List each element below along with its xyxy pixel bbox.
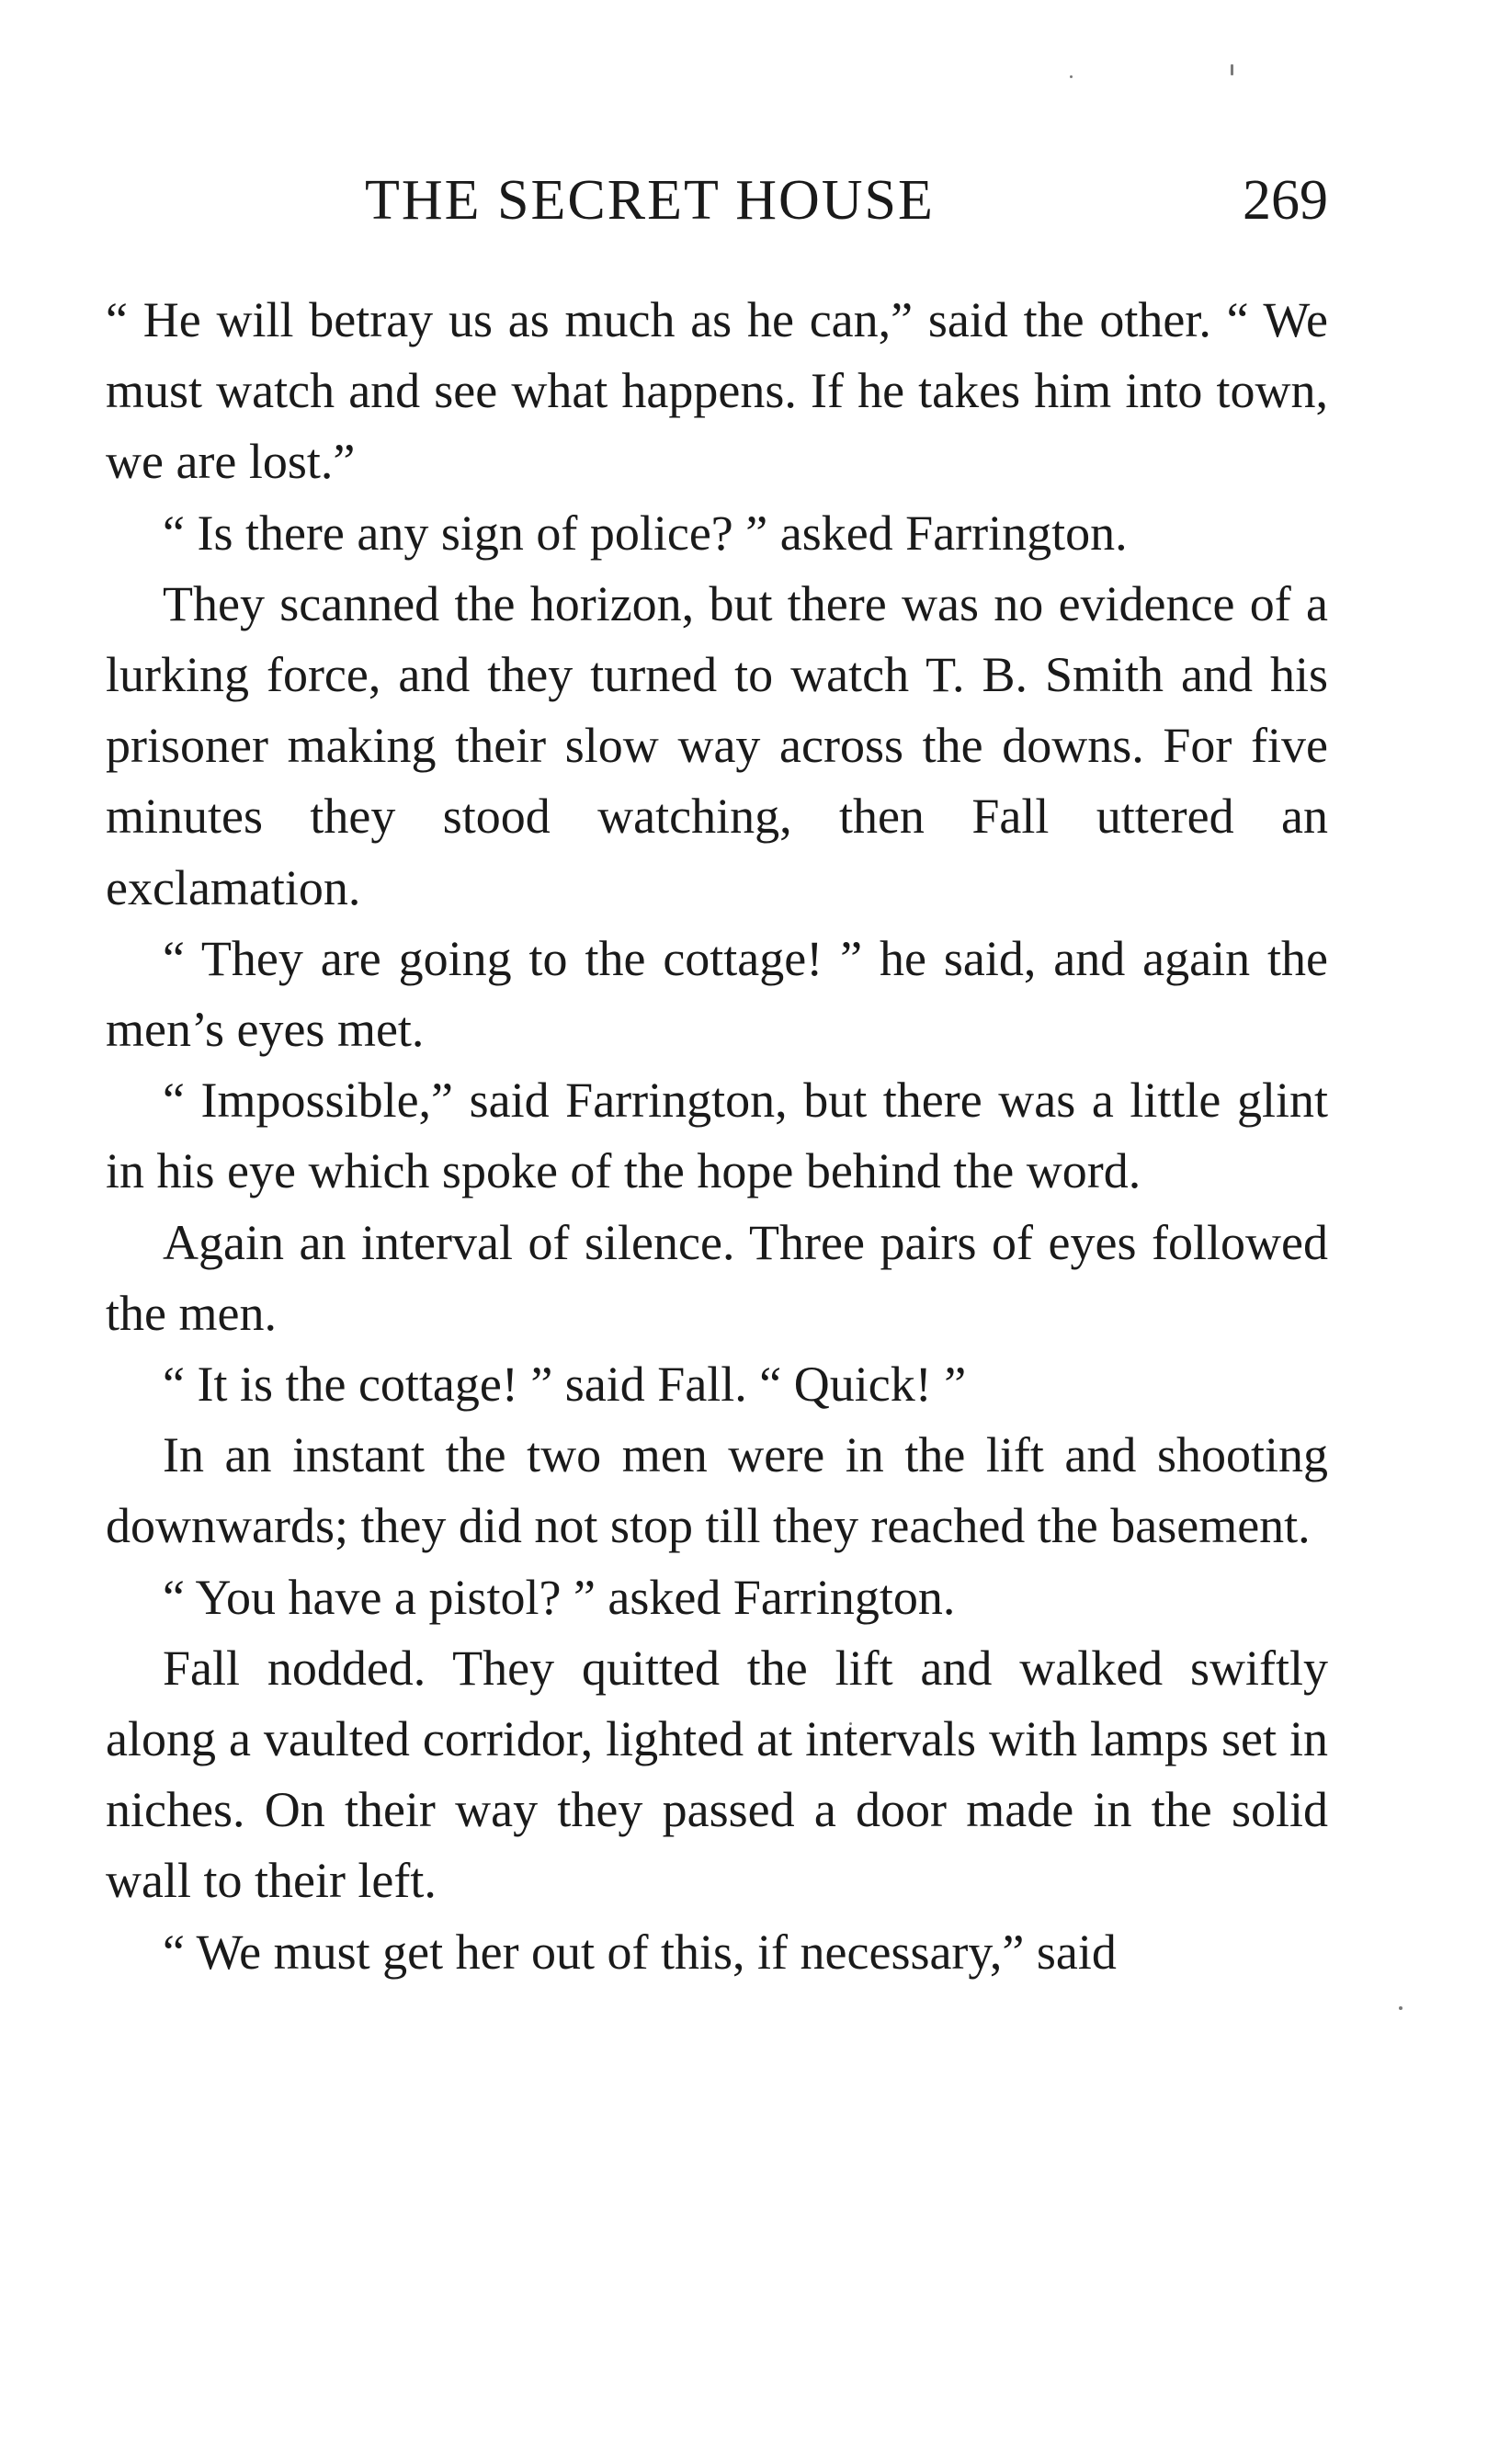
paragraph: “ It is the cottage! ” said Fall. “ Quick! ”: [163, 1357, 967, 1413]
paragraph: Again an interval of silence. Three pairs of eyes followed the men.: [106, 1214, 1328, 1341]
page-header: [106, 164, 1328, 237]
body-text: [106, 285, 1328, 1988]
running-title: THE SECRET HOUSE: [365, 169, 935, 232]
page-number: 269: [1243, 169, 1328, 232]
paragraph: Fall nodded. They quitted the lift and walked swiftly along a vaulted corridor, lighted at intervals with lamps set in niches. On their way they passed a door made in the solid wall to their left.: [106, 1640, 1328, 1909]
paragraph: They scanned the horizon, but there was no evidence of a lurking force, and they turned to watch T. B. Smith and his prisoner making their slow way across the downs. For five minutes they stood watching, then Fall uttered an exclamation.: [106, 575, 1328, 915]
paragraph: “ They are going to the cottage! ” he said, and again the men’s eyes met.: [106, 930, 1328, 1058]
paragraph: “ You have a pistol? ” asked Farrington.: [163, 1569, 956, 1625]
paragraph: “ Impossible,” said Farrington, but there was a little glint in his eye which spoke of the hope behind the word.: [106, 1073, 1328, 1199]
paragraph: In an instant the two men were in the lift and shooting downwards; they did not stop till they reached the basement.: [106, 1427, 1328, 1554]
ink-speck: [1231, 64, 1233, 75]
ink-speck: [1070, 75, 1073, 78]
paragraph: “ We must get her out of this, if necessary,” said: [163, 1924, 1117, 1980]
paragraph: “ Is there any sign of police? ” asked Farrington.: [163, 505, 1128, 561]
ink-speck: [1399, 2006, 1402, 2010]
paragraph: “ He will betray us as much as he can,” said the other. “ We must watch and see what happens. If he takes him into town, we are lost.”: [106, 292, 1328, 490]
